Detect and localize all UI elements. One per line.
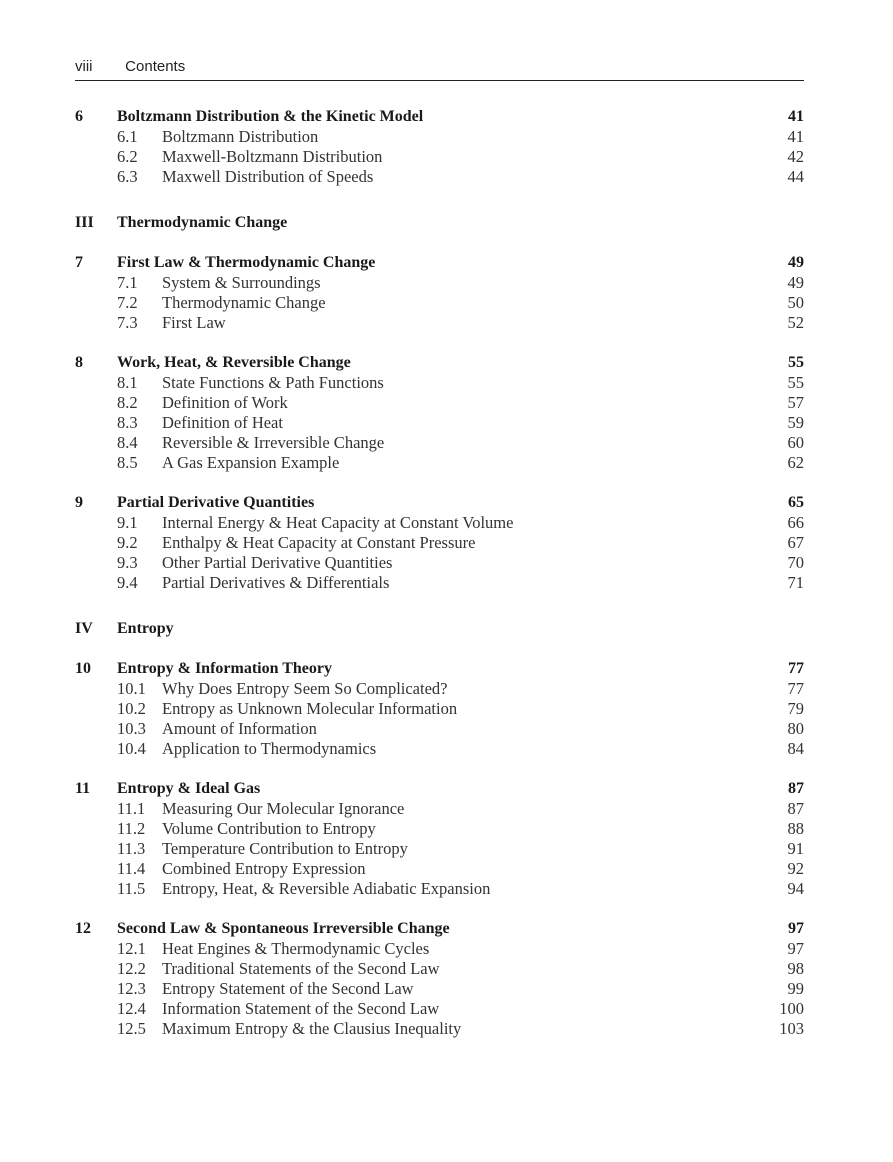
toc-section-entry[interactable] xyxy=(75,999,804,1019)
section-title: A Gas Expansion Example xyxy=(162,453,340,472)
section-title: Internal Energy & Heat Capacity at Constant Volume xyxy=(162,513,514,532)
toc-section-entry[interactable] xyxy=(75,553,804,573)
section-title: Other Partial Derivative Quantities xyxy=(162,553,393,572)
section-title: Volume Contribution to Entropy xyxy=(162,819,376,838)
toc-section-entry[interactable] xyxy=(75,393,804,413)
toc-section-entry[interactable] xyxy=(75,313,804,333)
toc-section-entry[interactable] xyxy=(75,533,804,553)
chapter-page-number: 87 xyxy=(788,780,804,797)
section-page-number: 87 xyxy=(787,799,804,818)
section-number: 12.2 xyxy=(117,959,146,978)
header-page-number: viii xyxy=(75,58,93,75)
section-page-number: 99 xyxy=(787,979,804,998)
section-number: 11.3 xyxy=(117,839,146,858)
section-page-number: 59 xyxy=(787,413,804,432)
section-page-number: 88 xyxy=(787,819,804,838)
chapter-number: 7 xyxy=(75,254,83,271)
section-page-number: 52 xyxy=(787,313,804,332)
section-title: Partial Derivatives & Differentials xyxy=(162,573,390,592)
section-number: 7.1 xyxy=(117,273,138,292)
section-number: 11.4 xyxy=(117,859,146,878)
toc-section-entry[interactable] xyxy=(75,719,804,739)
toc-chapter-entry[interactable] xyxy=(75,253,804,273)
section-page-number: 67 xyxy=(787,533,804,552)
toc-section-entry[interactable] xyxy=(75,679,804,699)
toc-section-entry[interactable] xyxy=(75,513,804,533)
chapter-page-number: 49 xyxy=(788,254,804,271)
section-page-number: 57 xyxy=(787,393,804,412)
section-number: 11.5 xyxy=(117,879,146,898)
section-number: 6.3 xyxy=(117,167,138,186)
toc-part-entry[interactable] xyxy=(75,213,804,233)
part-number: III xyxy=(75,214,94,231)
section-number: 7.2 xyxy=(117,293,138,312)
section-number: 9.1 xyxy=(117,513,138,532)
section-title: Temperature Contribution to Entropy xyxy=(162,839,408,858)
toc-section-entry[interactable] xyxy=(75,739,804,759)
chapter-page-number: 77 xyxy=(788,660,804,677)
section-title: Thermodynamic Change xyxy=(162,293,326,312)
table-of-contents xyxy=(75,107,804,1039)
section-title: Amount of Information xyxy=(162,719,317,738)
toc-section-entry[interactable] xyxy=(75,373,804,393)
section-page-number: 41 xyxy=(787,127,804,146)
section-page-number: 60 xyxy=(787,433,804,452)
section-page-number: 71 xyxy=(787,573,804,592)
section-title: Application to Thermodynamics xyxy=(162,739,377,758)
chapter-page-number: 97 xyxy=(788,920,804,937)
toc-section-entry[interactable] xyxy=(75,1019,804,1039)
section-page-number: 77 xyxy=(787,679,804,698)
section-page-number: 49 xyxy=(787,273,804,292)
chapter-number: 11 xyxy=(75,780,91,797)
section-title: First Law xyxy=(162,313,226,332)
toc-section-entry[interactable] xyxy=(75,859,804,879)
toc-section-entry[interactable] xyxy=(75,433,804,453)
toc-section-entry[interactable] xyxy=(75,979,804,999)
section-title: Maxwell Distribution of Speeds xyxy=(162,167,374,186)
chapter-page-number: 55 xyxy=(788,354,804,371)
chapter-title: Partial Derivative Quantities xyxy=(117,494,315,511)
toc-section-entry[interactable] xyxy=(75,127,804,147)
toc-section-entry[interactable] xyxy=(75,839,804,859)
section-title: Maximum Entropy & the Clausius Inequality xyxy=(162,1019,462,1038)
toc-section-entry[interactable] xyxy=(75,819,804,839)
section-number: 12.5 xyxy=(117,1019,146,1038)
section-title: Information Statement of the Second Law xyxy=(162,999,440,1018)
toc-section-entry[interactable] xyxy=(75,293,804,313)
section-number: 8.4 xyxy=(117,433,138,452)
section-number: 9.3 xyxy=(117,553,138,572)
section-page-number: 50 xyxy=(787,293,804,312)
section-title: Why Does Entropy Seem So Complicated? xyxy=(162,679,448,698)
toc-chapter-entry[interactable] xyxy=(75,779,804,799)
section-number: 10.4 xyxy=(117,739,146,758)
section-number: 9.4 xyxy=(117,573,138,592)
section-page-number: 55 xyxy=(787,373,804,392)
section-number: 12.1 xyxy=(117,939,146,958)
section-page-number: 70 xyxy=(787,553,804,572)
chapter-title: Entropy & Ideal Gas xyxy=(117,780,261,797)
section-title: System & Surroundings xyxy=(162,273,321,292)
toc-chapter-entry[interactable] xyxy=(75,107,804,127)
section-number: 7.3 xyxy=(117,313,138,332)
chapter-title: Second Law & Spontaneous Irreversible Change xyxy=(117,920,450,937)
chapter-number: 6 xyxy=(75,108,83,125)
section-number: 10.2 xyxy=(117,699,146,718)
section-title: Heat Engines & Thermodynamic Cycles xyxy=(162,939,430,958)
toc-section-entry[interactable] xyxy=(75,413,804,433)
section-title: Enthalpy & Heat Capacity at Constant Pressure xyxy=(162,533,476,552)
toc-section-entry[interactable] xyxy=(75,147,804,167)
toc-section-entry[interactable] xyxy=(75,273,804,293)
section-number: 8.3 xyxy=(117,413,138,432)
toc-chapter-entry[interactable] xyxy=(75,493,804,513)
toc-section-entry[interactable] xyxy=(75,699,804,719)
section-number: 10.1 xyxy=(117,679,146,698)
chapter-number: 12 xyxy=(75,920,91,937)
section-title: State Functions & Path Functions xyxy=(162,373,384,392)
section-title: Entropy, Heat, & Reversible Adiabatic Expansion xyxy=(162,879,491,898)
section-page-number: 84 xyxy=(787,739,804,758)
section-number: 8.2 xyxy=(117,393,138,412)
toc-section-entry[interactable] xyxy=(75,453,804,473)
toc-part-entry[interactable] xyxy=(75,619,804,639)
section-page-number: 66 xyxy=(787,513,804,532)
section-page-number: 100 xyxy=(779,999,804,1018)
toc-section-entry[interactable] xyxy=(75,879,804,899)
chapter-title: Work, Heat, & Reversible Change xyxy=(117,354,351,371)
section-page-number: 79 xyxy=(787,699,804,718)
section-title: Definition of Work xyxy=(162,393,288,412)
chapter-number: 8 xyxy=(75,354,83,371)
section-page-number: 91 xyxy=(787,839,804,858)
toc-chapter-entry[interactable] xyxy=(75,919,804,939)
section-page-number: 44 xyxy=(787,167,804,186)
section-page-number: 42 xyxy=(787,147,804,166)
section-number: 11.2 xyxy=(117,819,146,838)
part-title: Thermodynamic Change xyxy=(117,214,288,231)
part-number: IV xyxy=(75,620,93,637)
section-title: Measuring Our Molecular Ignorance xyxy=(162,799,405,818)
section-title: Traditional Statements of the Second Law xyxy=(162,959,440,978)
section-page-number: 97 xyxy=(787,939,804,958)
toc-chapter-entry[interactable] xyxy=(75,353,804,373)
section-page-number: 98 xyxy=(787,959,804,978)
section-page-number: 80 xyxy=(787,719,804,738)
toc-section-entry[interactable] xyxy=(75,959,804,979)
chapter-number: 10 xyxy=(75,660,91,677)
section-title: Boltzmann Distribution xyxy=(162,127,319,146)
toc-chapter-entry[interactable] xyxy=(75,659,804,679)
section-number: 9.2 xyxy=(117,533,138,552)
section-number: 6.2 xyxy=(117,147,138,166)
section-title: Entropy Statement of the Second Law xyxy=(162,979,414,998)
section-number: 10.3 xyxy=(117,719,146,738)
toc-section-entry[interactable] xyxy=(75,799,804,819)
section-page-number: 94 xyxy=(787,879,804,898)
section-page-number: 62 xyxy=(787,453,804,472)
section-number: 8.1 xyxy=(117,373,138,392)
chapter-title: Entropy & Information Theory xyxy=(117,660,332,677)
chapter-title: Boltzmann Distribution & the Kinetic Model xyxy=(117,108,424,125)
header-rule xyxy=(75,80,804,81)
section-number: 12.4 xyxy=(117,999,146,1018)
running-header xyxy=(75,58,185,75)
section-title: Definition of Heat xyxy=(162,413,283,432)
toc-section-entry[interactable] xyxy=(75,573,804,593)
section-number: 6.1 xyxy=(117,127,138,146)
section-page-number: 103 xyxy=(779,1019,804,1038)
section-title: Reversible & Irreversible Change xyxy=(162,433,385,452)
section-title: Maxwell-Boltzmann Distribution xyxy=(162,147,383,166)
section-title: Entropy as Unknown Molecular Information xyxy=(162,699,458,718)
chapter-number: 9 xyxy=(75,494,83,511)
chapter-page-number: 41 xyxy=(788,108,804,125)
section-number: 12.3 xyxy=(117,979,146,998)
chapter-page-number: 65 xyxy=(788,494,804,511)
part-title: Entropy xyxy=(117,620,174,637)
section-number: 11.1 xyxy=(117,799,146,818)
toc-section-entry[interactable] xyxy=(75,167,804,187)
section-number: 8.5 xyxy=(117,453,138,472)
section-title: Combined Entropy Expression xyxy=(162,859,366,878)
section-page-number: 92 xyxy=(787,859,804,878)
chapter-title: First Law & Thermodynamic Change xyxy=(117,254,376,271)
toc-section-entry[interactable] xyxy=(75,939,804,959)
header-title: Contents xyxy=(125,58,186,75)
